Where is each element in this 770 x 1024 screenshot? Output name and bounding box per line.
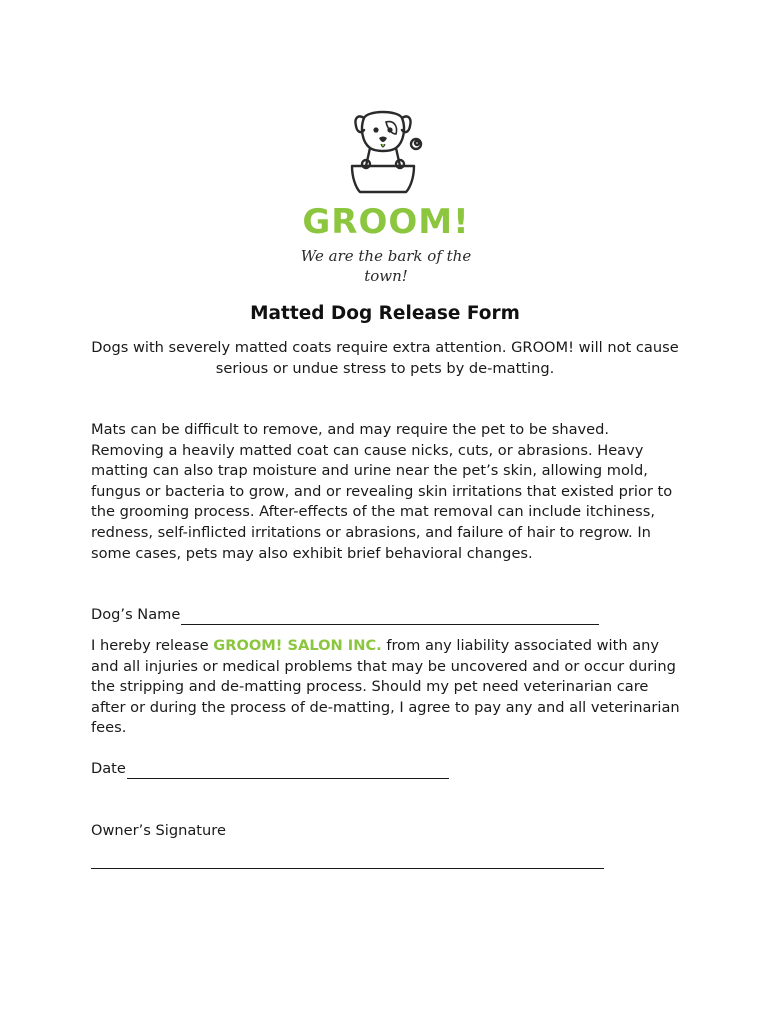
release-paragraph	[91, 636, 681, 739]
brand-tagline: We are the bark of the town!	[300, 247, 472, 285]
brand-name: GROOM!	[302, 202, 470, 242]
dog-in-tub-icon	[348, 104, 424, 200]
dog-name-field[interactable]	[91, 605, 599, 625]
form-title: Matted Dog Release Form	[250, 303, 520, 324]
date-line[interactable]	[127, 763, 449, 779]
intro-paragraph: Dogs with severely matted coats require extra attention. GROOM! will not cause serious or undue stress to pets by de-matting.	[91, 339, 679, 377]
dog-name-line[interactable]	[181, 609, 599, 625]
release-suffix: from any liability associated with any and all injuries or medical problems that may be uncovered and or occur during the stripping and de-matting process. Should my pet need veterinarian care after or during the process of de-matting, I agree to pay any and all veterinarian fees.	[91, 637, 680, 737]
date-label: Date	[91, 760, 126, 777]
signature-label: Owner’s Signature	[91, 822, 226, 839]
groom-logo	[300, 104, 472, 285]
signature-line[interactable]	[91, 868, 604, 869]
mats-paragraph: Mats can be difficult to remove, and may require the pet to be shaved. Removing a heavily matted coat can cause nicks, cuts, or abrasions. Heavy matting can also trap moisture and urine near the pet’s skin, allowing mold, fungus or bacteria to grow, and or revealing skin irritations that existed prior to the grooming process. After-effects of the mat removal can include itchiness, redness, self-inflicted irritations or abrasions, and failure of hair to regrow. In some cases, pets may also exhibit brief behavioral changes.	[91, 421, 673, 562]
date-field[interactable]	[91, 759, 449, 779]
dog-name-label: Dog’s Name	[91, 606, 181, 623]
release-company: GROOM! SALON INC.	[213, 637, 382, 654]
release-prefix: I hereby release	[91, 637, 214, 654]
